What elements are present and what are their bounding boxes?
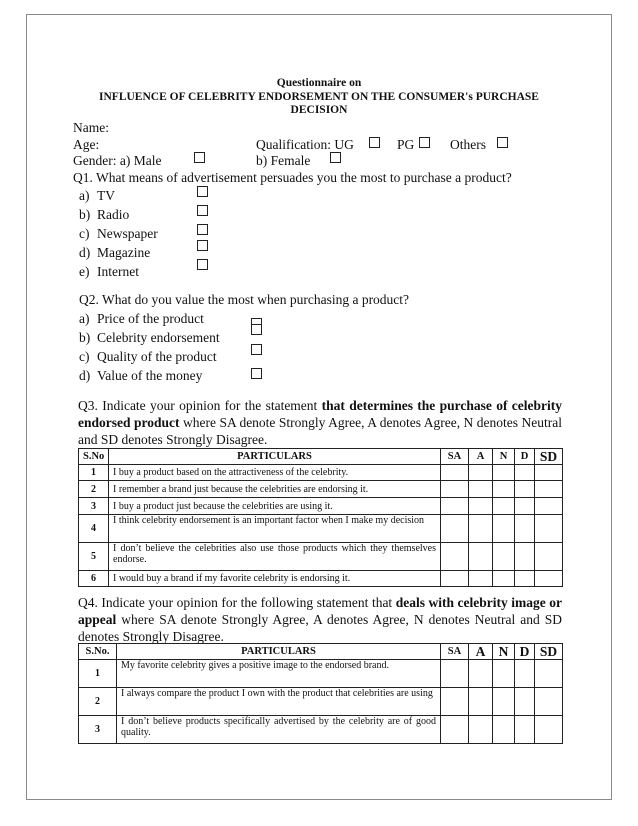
rating-cell-sd[interactable] xyxy=(535,688,563,716)
rating-cell-n[interactable] xyxy=(493,660,515,688)
rating-cell-a[interactable] xyxy=(469,660,493,688)
table-row xyxy=(79,498,563,515)
rating-cell-n[interactable] xyxy=(493,498,515,515)
q2-option-celebrity: Celebrity endorsement xyxy=(97,330,220,345)
pg-label: PG xyxy=(397,137,415,152)
row-statement: I always compare the product I own with the product that celebrities are using xyxy=(117,688,441,716)
q4-rating-table xyxy=(78,643,563,744)
col-sd: SD xyxy=(535,644,563,660)
col-particulars: PARTICULARS xyxy=(117,644,441,660)
q1-option-letter: d) xyxy=(79,245,91,260)
questionnaire-topic-cont: DECISION xyxy=(290,104,348,116)
q3-instructions: Q3. Indicate your opinion for the statement that determines the purchase of celebrity endorsed product where SA denote Strongly Agree, A denotes Agree, N denotes Neutral and SD denotes Strongly Disagree. xyxy=(78,398,563,447)
rating-cell-d[interactable] xyxy=(515,571,535,587)
q1-option-internet: Internet xyxy=(97,264,139,279)
row-statement: I buy a product based on the attractiveness of the celebrity. xyxy=(109,465,441,481)
rating-cell-d[interactable] xyxy=(515,515,535,543)
q1-tv-checkbox[interactable] xyxy=(197,186,208,197)
rating-cell-n[interactable] xyxy=(493,515,515,543)
rating-cell-sa[interactable] xyxy=(441,716,469,744)
q2-option-quality: Quality of the product xyxy=(97,349,217,364)
pg-checkbox[interactable] xyxy=(419,137,430,148)
table-row xyxy=(79,543,563,571)
rating-cell-n[interactable] xyxy=(493,481,515,498)
col-a: A xyxy=(469,644,493,660)
q4-instructions: Q4. Indicate your opinion for the following statement that deals with celebrity image or appeal where SA denote Strongly Agree, A denotes Agree, N denotes Neutral and SD denotes Strongly Disagree. xyxy=(78,595,562,644)
others-label: Others xyxy=(450,137,486,152)
rating-cell-a[interactable] xyxy=(469,515,493,543)
table-row xyxy=(79,515,563,543)
row-number: 4 xyxy=(79,515,109,543)
table-header-row xyxy=(79,644,563,660)
rating-cell-sd[interactable] xyxy=(535,660,563,688)
q1-radio-checkbox[interactable] xyxy=(197,205,208,216)
age-field-label: Age: xyxy=(73,137,100,152)
col-sd: SD xyxy=(535,449,563,465)
rating-cell-d[interactable] xyxy=(515,688,535,716)
q2-option-letter: c) xyxy=(79,349,90,364)
rating-cell-sd[interactable] xyxy=(535,481,563,498)
rating-cell-n[interactable] xyxy=(493,543,515,571)
rating-cell-n[interactable] xyxy=(493,571,515,587)
table-header-row xyxy=(79,449,563,465)
row-number: 2 xyxy=(79,481,109,498)
qualification-ug-label: Qualification: UG xyxy=(256,137,354,152)
q3-rating-table xyxy=(78,448,563,587)
row-number: 1 xyxy=(79,660,117,688)
col-n: N xyxy=(493,449,515,465)
col-sno: S.No xyxy=(79,449,109,465)
q1-question: Q1. What means of advertisement persuades you the most to purchase a product? xyxy=(73,170,512,185)
col-a: A xyxy=(469,449,493,465)
q2-option-letter: a) xyxy=(79,311,90,326)
row-number: 3 xyxy=(79,716,117,744)
col-n: N xyxy=(493,644,515,660)
col-sno: S.No. xyxy=(79,644,117,660)
q1-option-letter: b) xyxy=(79,207,91,222)
questionnaire-topic: INFLUENCE OF CELEBRITY ENDORSEMENT ON THE CONSUMER's PURCHASE xyxy=(99,91,539,103)
name-field-label: Name: xyxy=(73,120,109,135)
row-statement: I don’t believe the celebrities also use those products which they themselves endorse. xyxy=(109,543,441,571)
rating-cell-a[interactable] xyxy=(469,465,493,481)
col-d: D xyxy=(515,644,535,660)
rating-cell-d[interactable] xyxy=(515,716,535,744)
rating-cell-a[interactable] xyxy=(469,571,493,587)
rating-cell-d[interactable] xyxy=(515,543,535,571)
ug-checkbox[interactable] xyxy=(369,137,380,148)
rating-cell-sd[interactable] xyxy=(535,465,563,481)
rating-cell-sa[interactable] xyxy=(441,688,469,716)
row-statement: I would buy a brand if my favorite celebrity is endorsing it. xyxy=(109,571,441,587)
rating-cell-a[interactable] xyxy=(469,481,493,498)
rating-cell-sa[interactable] xyxy=(441,465,469,481)
rating-cell-sd[interactable] xyxy=(535,498,563,515)
q2-option-price: Price of the product xyxy=(97,311,204,326)
male-checkbox[interactable] xyxy=(194,152,205,163)
rating-cell-sa[interactable] xyxy=(441,498,469,515)
q2-value-checkbox[interactable] xyxy=(251,368,262,379)
q1-option-newspaper: Newspaper xyxy=(97,226,158,241)
rating-cell-d[interactable] xyxy=(515,465,535,481)
rating-cell-sd[interactable] xyxy=(535,543,563,571)
rating-cell-a[interactable] xyxy=(469,688,493,716)
rating-cell-d[interactable] xyxy=(515,660,535,688)
rating-cell-a[interactable] xyxy=(469,498,493,515)
rating-cell-a[interactable] xyxy=(469,543,493,571)
female-label: b) Female xyxy=(256,153,311,168)
q2-quality-checkbox[interactable] xyxy=(251,344,262,355)
q1-option-magazine: Magazine xyxy=(97,245,151,260)
rating-cell-sa[interactable] xyxy=(441,481,469,498)
rating-cell-sa[interactable] xyxy=(441,571,469,587)
row-statement: I think celebrity endorsement is an important factor when I make my decision xyxy=(109,515,441,543)
rating-cell-d[interactable] xyxy=(515,498,535,515)
q1-option-letter: a) xyxy=(79,188,90,203)
row-statement: I remember a brand just because the celebrities are endorsing it. xyxy=(109,481,441,498)
q1-option-radio: Radio xyxy=(97,207,130,222)
questionnaire-title: Questionnaire on xyxy=(276,77,362,89)
q2-option-letter: d) xyxy=(79,368,91,383)
q1-magazine-checkbox[interactable] xyxy=(197,240,208,251)
q2-question: Q2. What do you value the most when purchasing a product? xyxy=(79,292,410,307)
q1-option-tv: TV xyxy=(97,188,115,203)
row-statement: I buy a product just because the celebrities are using it. xyxy=(109,498,441,515)
row-number: 3 xyxy=(79,498,109,515)
table-row xyxy=(79,481,563,498)
rating-cell-n[interactable] xyxy=(493,465,515,481)
q1-option-letter: e) xyxy=(79,264,90,279)
q1-internet-checkbox[interactable] xyxy=(197,259,208,270)
row-number: 6 xyxy=(79,571,109,587)
q1-option-letter: c) xyxy=(79,226,90,241)
col-particulars: PARTICULARS xyxy=(109,449,441,465)
table-row xyxy=(79,571,563,587)
rating-cell-sa[interactable] xyxy=(441,660,469,688)
col-sa: SA xyxy=(441,449,469,465)
rating-cell-sd[interactable] xyxy=(535,716,563,744)
table-row xyxy=(79,660,563,688)
row-number: 1 xyxy=(79,465,109,481)
q2-celebrity-checkbox[interactable] xyxy=(251,324,262,335)
col-d: D xyxy=(515,449,535,465)
row-number: 2 xyxy=(79,688,117,716)
q2-option-value: Value of the money xyxy=(97,368,203,383)
table-row xyxy=(79,688,563,716)
table-row xyxy=(79,465,563,481)
rating-cell-a[interactable] xyxy=(469,716,493,744)
rating-cell-sa[interactable] xyxy=(441,515,469,543)
female-checkbox[interactable] xyxy=(330,152,341,163)
row-statement: My favorite celebrity gives a positive image to the endorsed brand. xyxy=(117,660,441,688)
col-sa: SA xyxy=(441,644,469,660)
q1-newspaper-checkbox[interactable] xyxy=(197,224,208,235)
rating-cell-n[interactable] xyxy=(493,688,515,716)
others-checkbox[interactable] xyxy=(497,137,508,148)
rating-cell-sa[interactable] xyxy=(441,543,469,571)
rating-cell-sd[interactable] xyxy=(535,515,563,543)
row-statement: I don’t believe products specifically advertised by the celebrity are of good quality. xyxy=(117,716,441,744)
table-row xyxy=(79,716,563,744)
q2-option-letter: b) xyxy=(79,330,91,345)
gender-male-label: Gender: a) Male xyxy=(73,153,162,168)
row-number: 5 xyxy=(79,543,109,571)
rating-cell-sd[interactable] xyxy=(535,571,563,587)
rating-cell-d[interactable] xyxy=(515,481,535,498)
rating-cell-n[interactable] xyxy=(493,716,515,744)
